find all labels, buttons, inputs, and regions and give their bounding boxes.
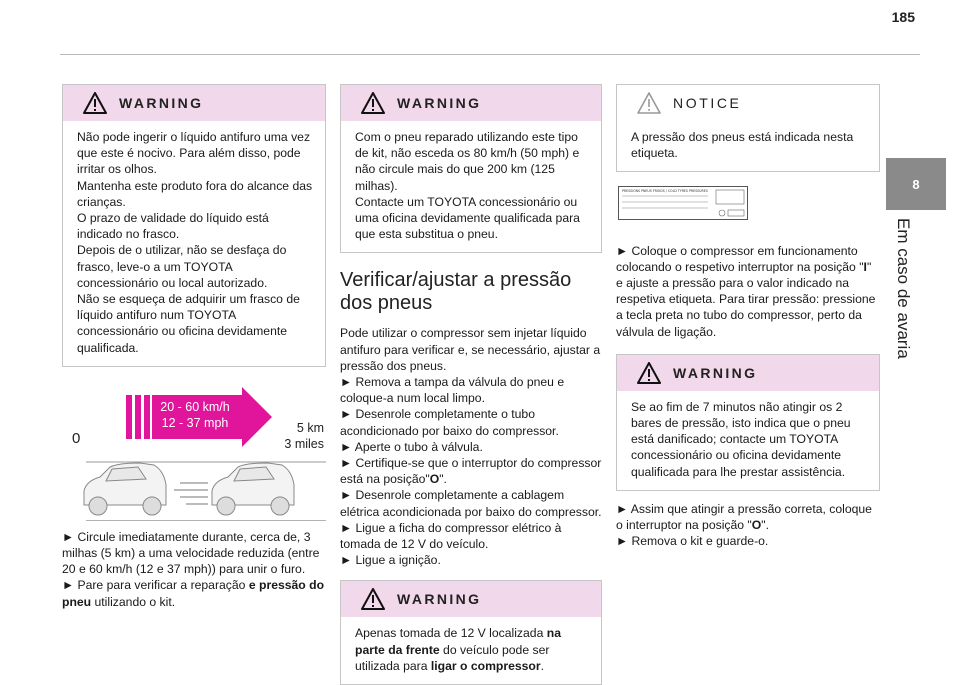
chapter-tab[interactable]: [886, 158, 946, 210]
sticker-text: PRESSIONS PNEUS FROIDS / COLD TYRES PRESSURES: [622, 189, 708, 194]
car-right-icon: [212, 463, 294, 515]
notice-header: [617, 85, 879, 121]
top-rule: [60, 54, 920, 55]
distance-km-label: 5 km: [296, 420, 324, 435]
warning-text: Não pode ingerir o líquido antifuro uma vez que este é nocivo. Para além disso, pode irritar os olhos. Mantenha este produto fora do alcance das crianças. O prazo de validade do líquido está indicado no frasco. Depois de o utilizar, não se desfaça do frasco, leve-o a um TOYOTA concessionário ou local autorizado. Não se esqueça de adquirir um frasco de líquido antifuro num TOYOTA concessionário ou oficina devidamente qualificada.: [77, 130, 313, 355]
warning-triangle-icon: [361, 92, 385, 114]
warning-triangle-icon: [637, 362, 661, 384]
column-1: [62, 84, 326, 610]
chapter-number: 8: [912, 176, 920, 192]
column-2: [340, 84, 602, 685]
speed-kmh-label: 20 - 60 km/h: [160, 399, 230, 414]
step-switch-off: ► Assim que atingir a pressão correta, coloque o interruptor na posição "O".: [616, 501, 872, 533]
warning-header: [63, 85, 325, 121]
warning-header: [341, 85, 601, 121]
notice-box: [616, 84, 880, 172]
step-item: ► Aperte o tubo à válvula.: [340, 439, 483, 454]
warning-box-socket: [340, 580, 602, 685]
step-item: ► Certifique-se que o interruptor do compressor está na posição"O".: [340, 456, 602, 487]
speed-distance-illustration: [62, 387, 326, 521]
step-drive-text: ► Circule imediatamente durante, cerca de, 3 milhas (5 km) a uma velocidade reduzida (entre 20 e 60 km/h (12 e 37 mph)) para unir o furo.: [62, 529, 320, 577]
column-3: [616, 84, 880, 549]
notice-triangle-icon: [637, 92, 661, 114]
warning-text: Se ao fim de 7 minutos não atingir os 2 bares de pressão, isto indica que o pneu está danificado; contacte um TOYOTA concessionário ou oficina devidamente qualificada para lhe prestar assistência.: [631, 399, 851, 479]
chapter-title: Em caso de avaria: [894, 218, 913, 359]
page-number: 185: [891, 9, 915, 25]
pressure-label-illustration: [618, 186, 748, 220]
warning-box-speed-limit: [340, 84, 602, 253]
warning-body: [341, 121, 601, 252]
warning-body: [63, 121, 325, 366]
warning-title: WARNING: [397, 94, 482, 111]
warning-header: [341, 581, 601, 617]
speed-mph-label: 12 - 37 mph: [161, 415, 229, 430]
step-remove-kit: ► Remova o kit e guarde-o.: [616, 534, 769, 549]
warning-title: WARNING: [119, 94, 204, 111]
step-item: ► Ligue a ficha do compressor elétrico à tomada de 12 V do veículo.: [340, 520, 562, 552]
warning-body: [617, 391, 879, 490]
start-zero-label: 0: [72, 429, 81, 447]
distance-miles-label: 3 miles: [284, 436, 324, 451]
intro-text: Pode utilizar o compressor sem injetar líquido antifuro para verificar e, se necessário, ajustar a pressão dos pneus.: [340, 326, 601, 373]
notice-body: [617, 121, 879, 171]
warning-text: Apenas tomada de 12 V localizada na parte da frente do veículo pode ser utilizada para ligar o compressor.: [355, 626, 561, 673]
warning-body: [341, 617, 601, 684]
warning-header: [617, 355, 879, 391]
step-item: ► Remova a tampa da válvula do pneu e coloque-a num local limpo.: [340, 375, 565, 406]
warning-box-antifuro: [62, 84, 326, 367]
warning-triangle-icon: [361, 588, 385, 610]
step-item: ► Desenrole completamente o tubo acondicionado por baixo do compressor.: [340, 407, 559, 438]
notice-title: NOTICE: [673, 94, 742, 111]
speed-lines-icon: [174, 483, 208, 504]
step-item: ► Ligue a ignição.: [340, 553, 441, 568]
section-heading: Verificar/ajustar a pressão dos pneus: [340, 269, 572, 315]
step-item: ► Desenrole completamente a cablagem elétrica acondicionada por baixo do compressor.: [340, 488, 602, 519]
warning-title: WARNING: [673, 364, 758, 381]
car-left-icon: [84, 463, 166, 515]
step-start-compressor: ► Coloque o compressor em funcionamento colocando o respetivo interruptor na posição "I" e ajuste a pressão para o valor indicado na respetiva etiqueta. Para tirar pressão: pressione a tecla preta no tubo do compressor, perto da válvula de ligação.: [616, 243, 876, 339]
notice-text: A pressão dos pneus está indicada nesta etiqueta.: [631, 130, 854, 161]
tyre-pressure-sticker: [618, 186, 880, 224]
step-check-text: ► Pare para verificar a reparação e pressão do pneu utilizando o kit.: [62, 578, 325, 609]
warning-title: WARNING: [397, 591, 482, 608]
warning-text: Com o pneu reparado utilizando este tipo de kit, não esceda os 80 km/h (50 mph) e não circule mais do que 200 km (125 milhas). Contacte um TOYOTA concessionário ou uma oficina devidamente qualificada para que esta substitua o pneu.: [355, 130, 580, 242]
warning-box-damaged-tyre: [616, 354, 880, 491]
warning-triangle-icon: [83, 92, 107, 114]
